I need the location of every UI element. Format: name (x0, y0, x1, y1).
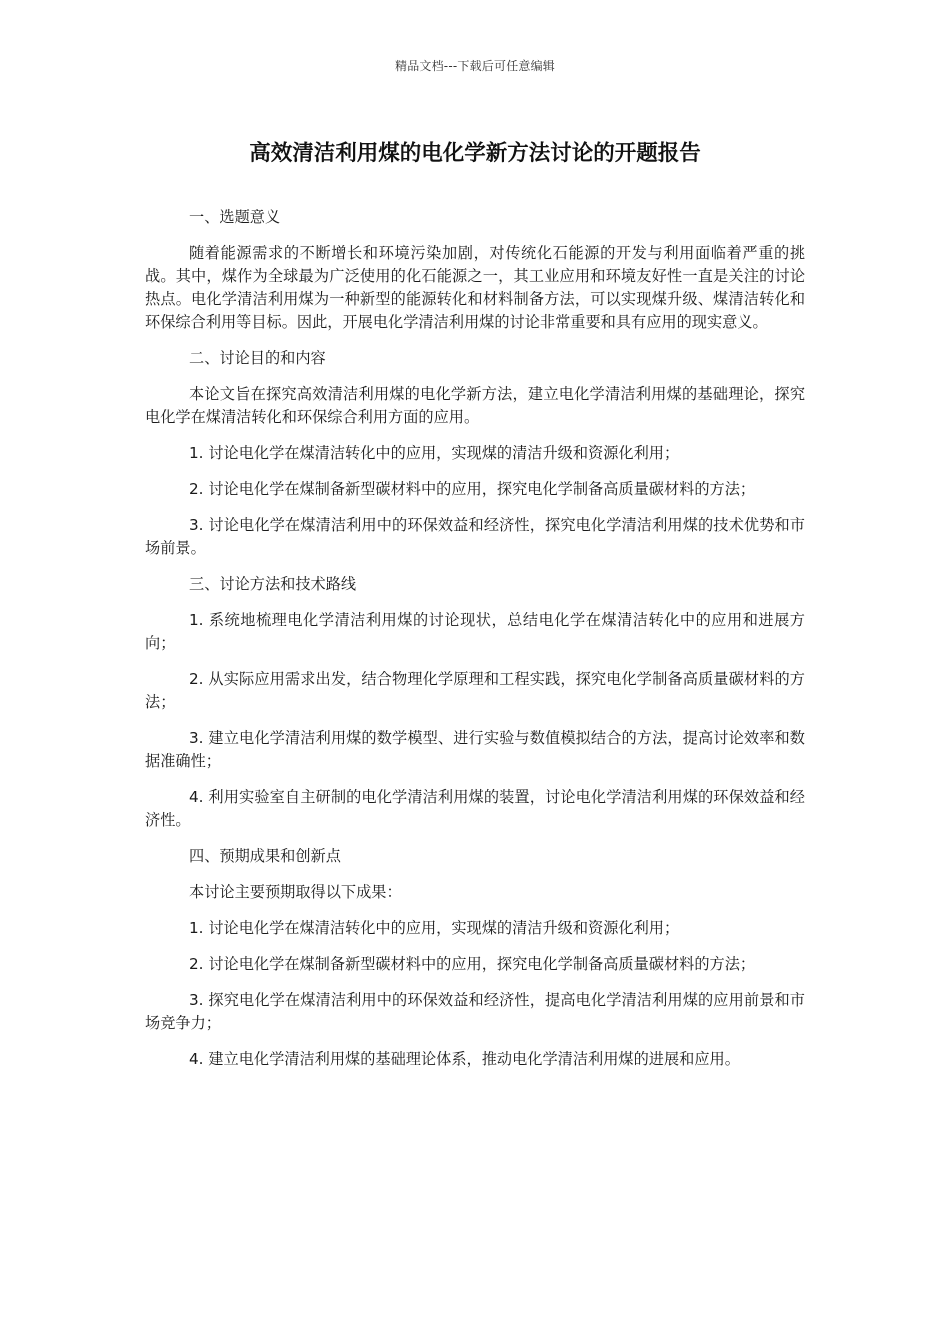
list-item: 4. 利用实验室自主研制的电化学清洁利用煤的装置，讨论电化学清洁利用煤的环保效益和经济性。 (145, 788, 805, 829)
document-title: 高效清洁利用煤的电化学新方法讨论的开题报告 (249, 141, 701, 166)
paragraph: 本论文旨在探究高效清洁利用煤的电化学新方法，建立电化学清洁利用煤的基础理论，探究电化学在煤清洁转化和环保综合利用方面的应用。 (145, 385, 805, 426)
list-item: 1. 系统地梳理电化学清洁利用煤的讨论现状，总结电化学在煤清洁转化中的应用和进展方向； (145, 611, 805, 652)
section-heading-1: 一、选题意义 (189, 208, 281, 226)
paragraph: 本讨论主要预期取得以下成果： (189, 883, 402, 901)
list-item: 2. 讨论电化学在煤制备新型碳材料中的应用，探究电化学制备高质量碳材料的方法； (189, 955, 756, 973)
paragraph: 随着能源需求的不断增长和环境污染加剧，对传统化石能源的开发与利用面临着严重的挑战。其中，煤作为全球最为广泛使用的化石能源之一，其工业应用和环境友好性一直是关注的讨论热点。电化学清洁利用煤为一种新型的能源转化和材料制备方法，可以实现煤升级、煤清洁转化和环保综合利用等目标。因此，开展电化学清洁利用煤的讨论非常重要和具有应用的现实意义。 (145, 244, 805, 331)
list-item: 2. 从实际应用需求出发，结合物理化学原理和工程实践，探究电化学制备高质量碳材料的方法； (145, 670, 805, 711)
section-heading-4: 四、预期成果和创新点 (189, 847, 341, 865)
list-item: 2. 讨论电化学在煤制备新型碳材料中的应用，探究电化学制备高质量碳材料的方法； (189, 480, 756, 498)
header-note: 精品文档---下载后可任意编辑 (395, 59, 555, 73)
list-item: 4. 建立电化学清洁利用煤的基础理论体系，推动电化学清洁利用煤的进展和应用。 (189, 1050, 740, 1068)
list-item: 1. 讨论电化学在煤清洁转化中的应用，实现煤的清洁升级和资源化利用； (189, 444, 680, 462)
document-body (145, 206, 805, 1084)
section-heading-3: 三、讨论方法和技术路线 (189, 575, 357, 593)
list-item: 3. 建立电化学清洁利用煤的数学模型、进行实验与数值模拟结合的方法，提高讨论效率和数据准确性； (145, 729, 805, 770)
list-item: 3. 讨论电化学在煤清洁利用中的环保效益和经济性，探究电化学清洁利用煤的技术优势和市场前景。 (145, 516, 805, 557)
section-heading-2: 二、讨论目的和内容 (189, 349, 326, 367)
list-item: 3. 探究电化学在煤清洁利用中的环保效益和经济性，提高电化学清洁利用煤的应用前景和市场竞争力； (145, 991, 805, 1032)
list-item: 1. 讨论电化学在煤清洁转化中的应用，实现煤的清洁升级和资源化利用； (189, 919, 680, 937)
